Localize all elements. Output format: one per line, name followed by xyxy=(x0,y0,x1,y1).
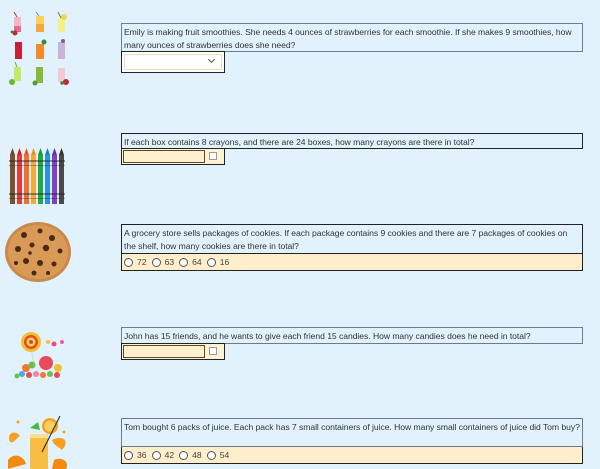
answer-options xyxy=(121,447,583,464)
crayons-image xyxy=(9,148,67,204)
dropdown-field[interactable] xyxy=(124,54,222,70)
answer-input[interactable] xyxy=(123,345,205,358)
candies-image xyxy=(12,330,66,380)
question-text: If each box contains 8 crayons, and there are 24 boxes, how many crayons are there in total? xyxy=(121,133,583,149)
option-64[interactable]: 64 xyxy=(179,257,202,267)
option-16[interactable]: 16 xyxy=(207,257,230,267)
question-5 xyxy=(121,418,583,464)
radio-button[interactable] xyxy=(207,451,216,460)
option-72[interactable]: 72 xyxy=(124,257,147,267)
radio-button[interactable] xyxy=(152,451,161,460)
juice-image xyxy=(4,412,76,469)
question-text: John has 15 friends, and he wants to give each friend 15 candies. How many candies does he need in total? xyxy=(121,327,583,344)
answer-options xyxy=(121,254,583,271)
answer-input[interactable] xyxy=(123,150,205,163)
question-text: Tom bought 6 packs of juice. Each pack has 7 small containers of juice. How many small containers of juice did Tom buy? xyxy=(121,418,583,447)
option-54[interactable]: 54 xyxy=(207,450,230,460)
radio-button[interactable] xyxy=(207,258,216,267)
question-4 xyxy=(121,327,583,360)
question-text: A grocery store sells packages of cookies. If each package contains 9 cookies and there are 7 packages of cookies on the shelf, how many cookies are there in total? xyxy=(121,224,583,254)
option-36[interactable]: 36 xyxy=(124,450,147,460)
question-3 xyxy=(121,224,583,271)
option-42[interactable]: 42 xyxy=(152,450,175,460)
question-2 xyxy=(121,133,583,165)
radio-button[interactable] xyxy=(152,258,161,267)
radio-button[interactable] xyxy=(179,451,188,460)
answer-row xyxy=(121,343,225,360)
check-box[interactable] xyxy=(209,347,217,355)
question-text: Emily is making fruit smoothies. She needs 4 ounces of strawberries for each smoothie. If she makes 9 smoothies, how many ounces of strawberries does she need? xyxy=(121,23,583,52)
radio-button[interactable] xyxy=(179,258,188,267)
answer-dropdown[interactable] xyxy=(121,51,225,73)
radio-button[interactable] xyxy=(124,258,133,267)
question-1 xyxy=(121,23,583,73)
check-box[interactable] xyxy=(209,152,217,160)
option-48[interactable]: 48 xyxy=(179,450,202,460)
answer-row xyxy=(121,148,225,165)
cookie-image xyxy=(4,221,72,283)
smoothies-image xyxy=(6,12,74,88)
radio-button[interactable] xyxy=(124,451,133,460)
option-63[interactable]: 63 xyxy=(152,257,175,267)
